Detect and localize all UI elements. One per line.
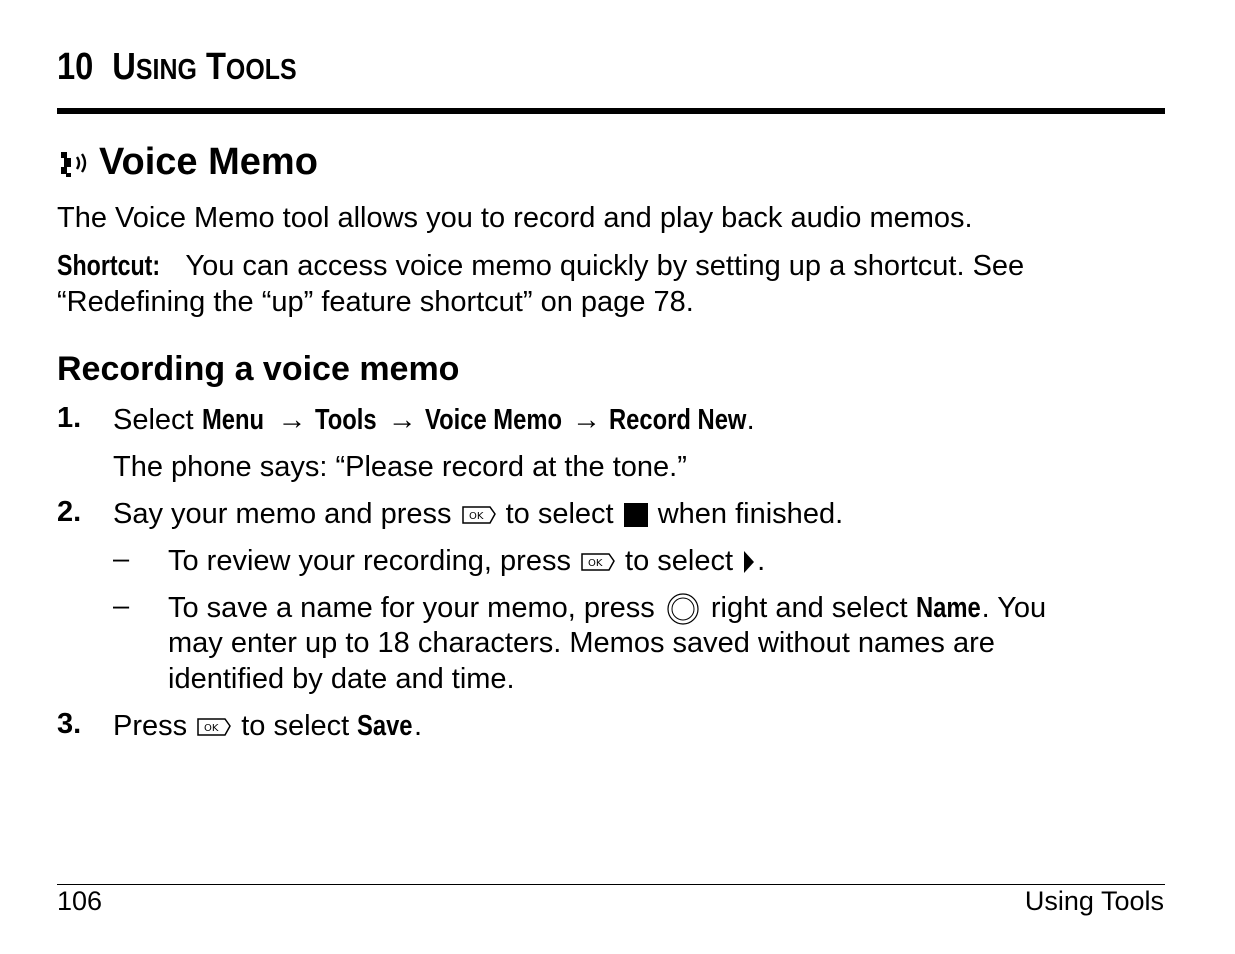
step-2-number: 2. — [57, 496, 82, 528]
chapter-number: 10 — [57, 46, 94, 88]
step-2-sub-2-line2: may enter up to 18 characters. Memos saved without names are — [168, 627, 995, 659]
step-1-number: 1. — [57, 402, 82, 434]
navigation-key-icon — [663, 592, 703, 626]
name-label: Name — [915, 592, 981, 624]
svg-text:OK: OK — [588, 558, 603, 570]
voice-memo-icon — [57, 143, 97, 183]
arrow: → — [269, 404, 315, 436]
voice-memo-label: Voice Memo — [424, 404, 562, 436]
intro-paragraph: The Voice Memo tool allows you to record and play back audio memos. — [57, 202, 973, 234]
arrow: → — [379, 404, 425, 436]
section-title — [57, 141, 318, 184]
record-new-label: Record New — [609, 404, 747, 436]
footer-rule — [57, 884, 1165, 885]
bullet-dash: – — [113, 590, 130, 622]
ok-key-icon — [579, 550, 617, 574]
chapter-heading: 10 USING TOOLS — [57, 46, 297, 88]
chapter-rule — [57, 108, 1165, 114]
ok-key-icon — [460, 503, 498, 527]
bullet-dash: – — [113, 543, 130, 575]
step-2-sub-2: To save a name for your memo, press right and select Name. You — [168, 590, 1046, 626]
footer-section: Using Tools — [1024, 886, 1164, 916]
play-icon — [741, 548, 757, 576]
step-3-text: Press OK to select Save. — [113, 710, 423, 742]
svg-text:OK: OK — [468, 511, 483, 523]
step-2-sub-1: To review your recording, press OK to select . — [168, 545, 766, 577]
save-label: Save — [357, 710, 413, 742]
subheading: Recording a voice memo — [57, 350, 460, 388]
step-2-text: Say your memo and press OK to select when finished. — [113, 498, 844, 530]
step-1-note: The phone says: “Please record at the tone.” — [113, 451, 687, 483]
ok-key-icon — [195, 715, 233, 739]
step-3-number: 3. — [57, 708, 82, 740]
arrow: → — [563, 404, 610, 436]
menu-label: Menu — [201, 404, 264, 436]
shortcut-paragraph: Shortcut: You can access voice memo quickly by setting up a shortcut. See — [57, 250, 1025, 282]
step-2-sub-2-line3: identified by date and time. — [168, 663, 515, 695]
svg-text:OK: OK — [204, 723, 219, 735]
page-number: 106 — [57, 886, 103, 916]
section-title-text: Voice Memo — [99, 141, 318, 183]
tools-label: Tools — [314, 404, 377, 436]
step-1-text: Select Menu → Tools → Voice Memo → Record New. — [113, 404, 755, 436]
shortcut-label: Shortcut: — [57, 250, 161, 282]
stop-icon — [622, 501, 650, 529]
shortcut-paragraph-line2: “Redefining the “up” feature shortcut” on page 78. — [57, 286, 694, 318]
